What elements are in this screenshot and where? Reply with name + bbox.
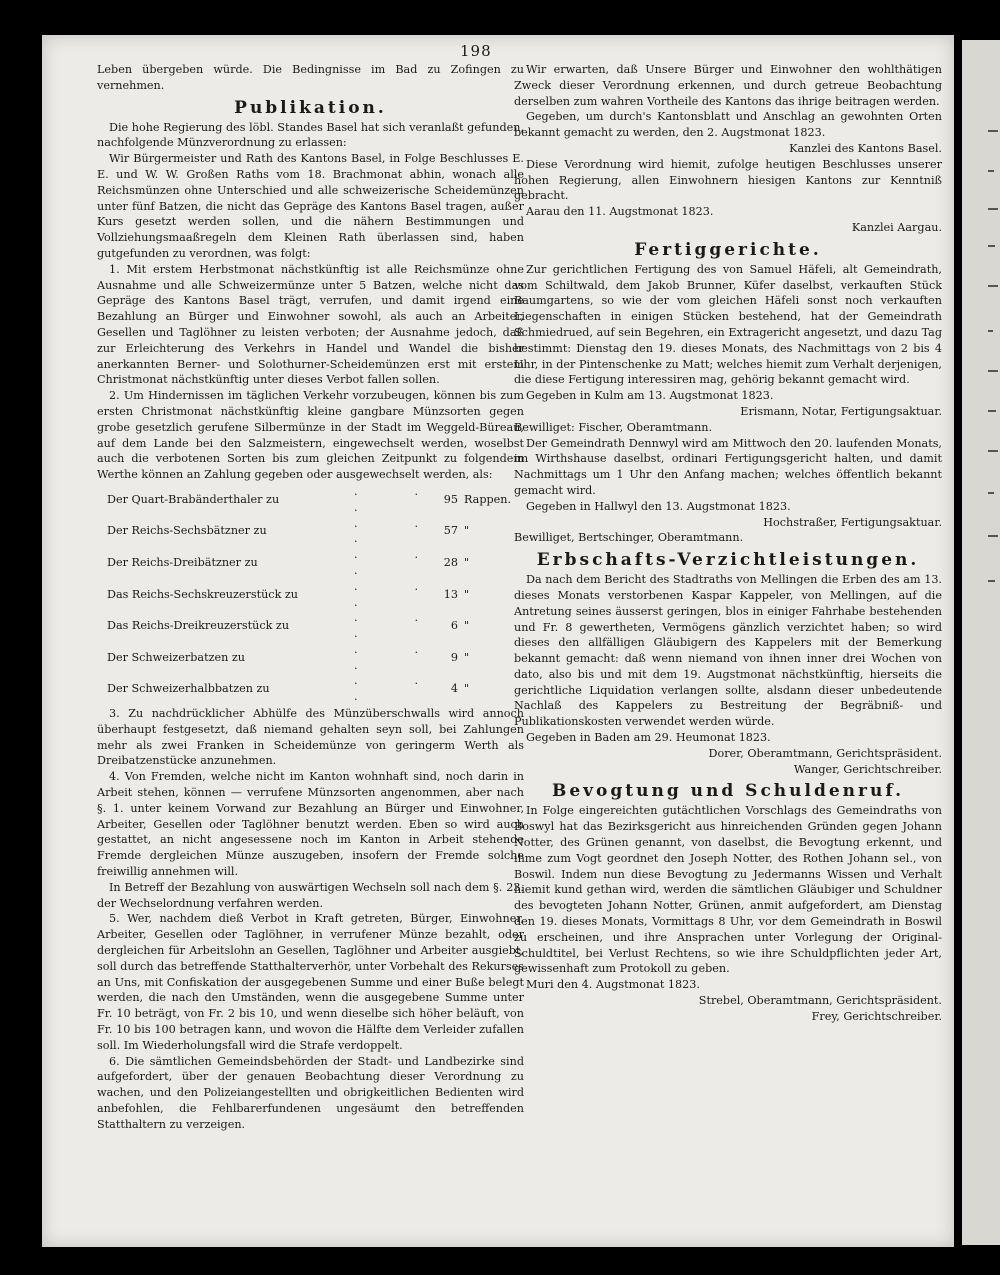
paragraph: Gegeben, um durch's Kantonsblatt und Anschlag an gewohnten Orten bekannt gemacht zu werden, den 2. Augstmonat 1823.: [514, 110, 942, 140]
paragraph: Diese Verordnung wird hiemit, zufolge heutigen Beschlusses unserer hohen Regierung, allen Einwohnern hiesigen Kantons zur Kenntniß gebracht.: [514, 157, 942, 203]
rate-row: Der Schweizerhalbbatzen zu . . . 4 ": [107, 674, 470, 704]
paragraph: In Folge eingereichten gutächtlichen Vorschlags des Gemeindraths von Boswyl hat das Bezirksgericht aus hinreichenden Gründen gegen Johann Notter, des Grünen genannt, von daselbst, die Bevogtung erkennt, und ihme zum Vogt geordnet den Joseph Notter, des Rothen Johann sel., von Boswil. Indem nun diese Bevogtung zu Jedermanns Wissen und Verhalt hiemit kund gethan wird, werden die sämtlichen Gläubiger und Schuldner des bevogteten Johann Notter, Grünen, anmit aufgefordert, am Dienstag den 19. dieses Monats, Vormittags 8 Uhr, vor dem Gemeindrath in Boswil zu erscheinen, und ihre Ansprachen unter Vorlegung der Original-Schuldtitel, bei Verlust Rechtens, so wie ihre Schuldpflichten jeder Art, gewissenhaft zum Protokoll zu geben.: [514, 804, 942, 976]
paragraph: In Betreff der Bezahlung von auswärtigen Wechseln soll nach dem §. 23. der Wechselordnung verfahren werden.: [97, 880, 524, 910]
rate-row: Der Reichs-Dreibätzner zu . . . 28 ": [107, 548, 470, 577]
left-column: [97, 62, 524, 1133]
signature: Wanger, Gerichtschreiber.: [793, 762, 942, 776]
paragraph: Da nach dem Bericht des Stadtraths von Mellingen die Erben des am 13. dieses Monats verstorbenen Kaspar Kappeler, von Mellingen, auf die Antretung seines äusserst geringen, blos in einiger Fahrhabe bestehenden und Fr. 8 gewertheten, Vermögens gänzlich verzichtet haben; so wird dieses den allfälligen Gläubigern des Kappelers mit der Bemerkung bekannt gemacht: daß wenn niemand von ihnen inner drei Wochen von dato, also bis und mit dem 19. Augstmonat nächstkünftig, hierseits die gerichtliche Liquidation verlangen sollte, alsdann dieser unbedeutende Nachlaß des Kappelers zu Bestreitung der Begräbniß- und Publikationskosten verwendet werden würde.: [514, 573, 942, 729]
signature: Kanzlei Aargau.: [851, 220, 942, 234]
section-heading-fertiggerichte: Fertiggerichte.: [634, 239, 822, 260]
dateline: Gegeben in Kulm am 13. Augstmonat 1823.: [526, 389, 774, 403]
rate-row: Der Quart-Brabänderthaler zu . . . 95 Rappen.: [107, 484, 512, 514]
adjacent-page-edge: [962, 40, 1000, 1245]
approval-note: Bewilliget, Bertschinger, Oberamtmann.: [514, 531, 744, 545]
paragraph: 5. Wer, nachdem dieß Verbot in Kraft getreten, Bürger, Einwohner, Arbeiter, Gesellen oder Taglöhner, in verrufener Münze bezahlt, oder dergleichen für Arbeitslohn an Gesellen, Taglöhner und Arbeiter ausgiebt, soll durch das betreffende Statthalterverhör, unter Vorbehalt des Rekurses an Uns, mit Confiskation der ausgegebenen Summe und einer Buße belegt werden, die nach den Umständen, wenn die ausgegebene Summe unter Fr. 10 beträgt, von Fr. 2 bis 10, und wenn dieselbe sich höher beläuft, von Fr. 10 bis 100 betragen kann, und wovon die Hälfte dem Verleider zufallen soll. Im Wiederholungsfall wird die Strafe verdoppelt.: [97, 912, 524, 1052]
rate-row: Das Reichs-Dreikreuzerstück zu . . . 6 ": [107, 611, 470, 641]
continued-text: Leben übergeben würde. Die Bedingnisse im Bad zu Zofingen zu vernehmen.: [97, 63, 524, 92]
section-heading-erbschafts: Erbschafts-Verzichtleistungen.: [536, 550, 920, 571]
dateline: Gegeben in Baden am 29. Heumonat 1823.: [526, 731, 771, 745]
signature: Strebel, Oberamtmann, Gerichtspräsident.: [698, 994, 942, 1008]
paragraph: Wir Bürgermeister und Rath des Kantons Basel, in Folge Beschlusses E. E. und W. W. Großen Raths vom 18. Brachmonat abhin, wonach alle Reichsmünzen ohne Unterschied und alle schweizerische Scheidemünzen unter fünf Batzen, die nicht das Gepräge des Kantons Basel tragen, außer Kurs gesetzt werden sollen, und die nähern Bestimmungen und Vollziehungsmaaßregeln dem Kleinen Rath überlassen sind, haben gutgefunden zu verordnen, was folgt:: [97, 152, 524, 260]
section-heading-publikation: Publikation.: [234, 97, 387, 118]
paragraph: 1. Mit erstem Herbstmonat nächstkünftig ist alle Reichsmünze ohne Ausnahme und alle Schweizermünze unter 5 Batzen, welche nicht das Gepräge des Kantons Basel trägt, verrufen, und damit irgend eine Bezahlung an Bürger und Einwohner sowohl, als auch an Arbeiter, Gesellen und Taglöhner zu leisten verboten; der Ausnahme jedoch, daß zur Erleichterung des Verkehrs in Handel und Wandel die bisher anerkannten Berner- und Solothurner-Scheidemünzen erst mit erstem Christmonat nächstkünftig unter dieses Verbot fallen sollen.: [97, 262, 524, 387]
paragraph: 6. Die sämtlichen Gemeindsbehörden der Stadt- und Landbezirke sind aufgefordert, über der genauen Beobachtung dieser Verordnung zu wachen, und den Polizeiangestellten und obrigkeitlichen Bedienten wird anbefohlen, die Fehlbarerfundenen ungesäumt den betreffenden Statthaltern zu verzeigen.: [97, 1054, 524, 1131]
section-heading-bevogtung: Bevogtung und Schuldenruf.: [551, 781, 904, 802]
paragraph: Wir erwarten, daß Unsere Bürger und Einwohner den wohlthätigen Zweck dieser Verordnung erkennen, und durch getreue Beobachtung derselben zum wahren Vortheile des Kantons das ihrige beitragen werden.: [514, 63, 942, 108]
dateline: Muri den 4. Augstmonat 1823.: [526, 978, 700, 992]
approval-note: Bewilliget: Fischer, Oberamtmann.: [514, 420, 713, 434]
paragraph: 2. Um Hindernissen im täglichen Verkehr vorzubeugen, können bis zum ersten Christmonat nächstkünftig kleine gangbare Münzsorten gegen grobe gesetzlich gerufene Silbermünze in der Stadt im Weggeld-Büreau, auf dem Lande bei den Salzmeistern, eingewechselt werden, woselbst auch die verbotenen Sorten bis zum gleichen Zeitpunkt zu folgendem Werthe können an Zahlung gegeben oder ausgewechselt werden, als:: [97, 389, 524, 482]
paragraph: Der Gemeindrath Dennwyl wird am Mittwoch den 20. laufenden Monats, im Wirthshause daselbst, ordinari Fertigungsgericht halten, und damit Nachmittags um 1 Uhr den Anfang machen; welches öffentlich bekannt gemacht wird.: [514, 436, 942, 497]
rate-row: Das Reichs-Sechskreuzerstück zu . . . 13 ": [107, 579, 470, 609]
dateline: Gegeben in Hallwyl den 13. Augstmonat 1823.: [526, 499, 791, 513]
paragraph: Zur gerichtlichen Fertigung des von Samuel Häfeli, alt Gemeindrath, vom Schiltwald, dem Jakob Brunner, Küfer daselbst, verkauften Stück Baumgartens, so wie der vom gleichen Häfeli sonst noch verkauften Liegenschaften in einigen Stücken bestehend, hat der Gemeindrath Schmiedrued, auf sein Begehren, ein Extragericht angesetzt, und dazu Tag bestimmt: Dienstag den 19. dieses Monats, des Nachmittags von 2 bis 4 Uhr, in der Pintenschenke zu Matt; welches hiemit zum Verhalt derjenigen, die diese Fertigung interessiren mag, gehörig bekannt gemacht wird.: [514, 262, 942, 387]
page-number: 198: [460, 42, 492, 60]
signature: Kanzlei des Kantons Basel.: [789, 141, 942, 155]
paragraph: Die hohe Regierung des löbl. Standes Basel hat sich veranlaßt gefunden, nachfolgende Münzverordnung zu erlassen:: [97, 120, 524, 150]
signature: Frey, Gerichtschreiber.: [811, 1009, 942, 1023]
paragraph: 4. Von Fremden, welche nicht im Kanton wohnhaft sind, noch darin in Arbeit stehen, können — verrufene Münzsorten angenommen, aber nach §. 1. unter keinem Vorwand zur Bezahlung an Bürger und Einwohner, Arbeiter, Gesellen oder Taglöhner benutzt werden. Eben so wird auch gestattet, an nicht angesessene noch im Kanton in Arbeit stehende Fremde dergleichen Münze auszugeben, insofern der Fremde solche freiwillig annehmen will.: [97, 770, 524, 879]
signature: Erismann, Notar, Fertigungsaktuar.: [740, 404, 942, 418]
paragraph: 3. Zu nachdrücklicher Abhülfe des Münzüberschwalls wird annoch überhaupt festgesetzt, daß niemand gehalten seyn soll, bei Zahlungen mehr als zwei Franken in Scheidemünze von geringerm Werth als Dreibatzenstücke anzunehmen.: [97, 707, 524, 768]
right-column: [514, 62, 942, 1025]
rate-row: Der Reichs-Sechsbätzner zu . . . 57 ": [107, 516, 470, 546]
signature: Dorer, Oberamtmann, Gerichtspräsident.: [708, 746, 942, 760]
signature: Hochstraßer, Fertigungsaktuar.: [763, 515, 942, 529]
exchange-rate-table: [97, 484, 524, 705]
rate-row: Der Schweizerbatzen zu . . . 9 ": [107, 642, 470, 672]
dateline: Aarau den 11. Augstmonat 1823.: [526, 205, 714, 219]
